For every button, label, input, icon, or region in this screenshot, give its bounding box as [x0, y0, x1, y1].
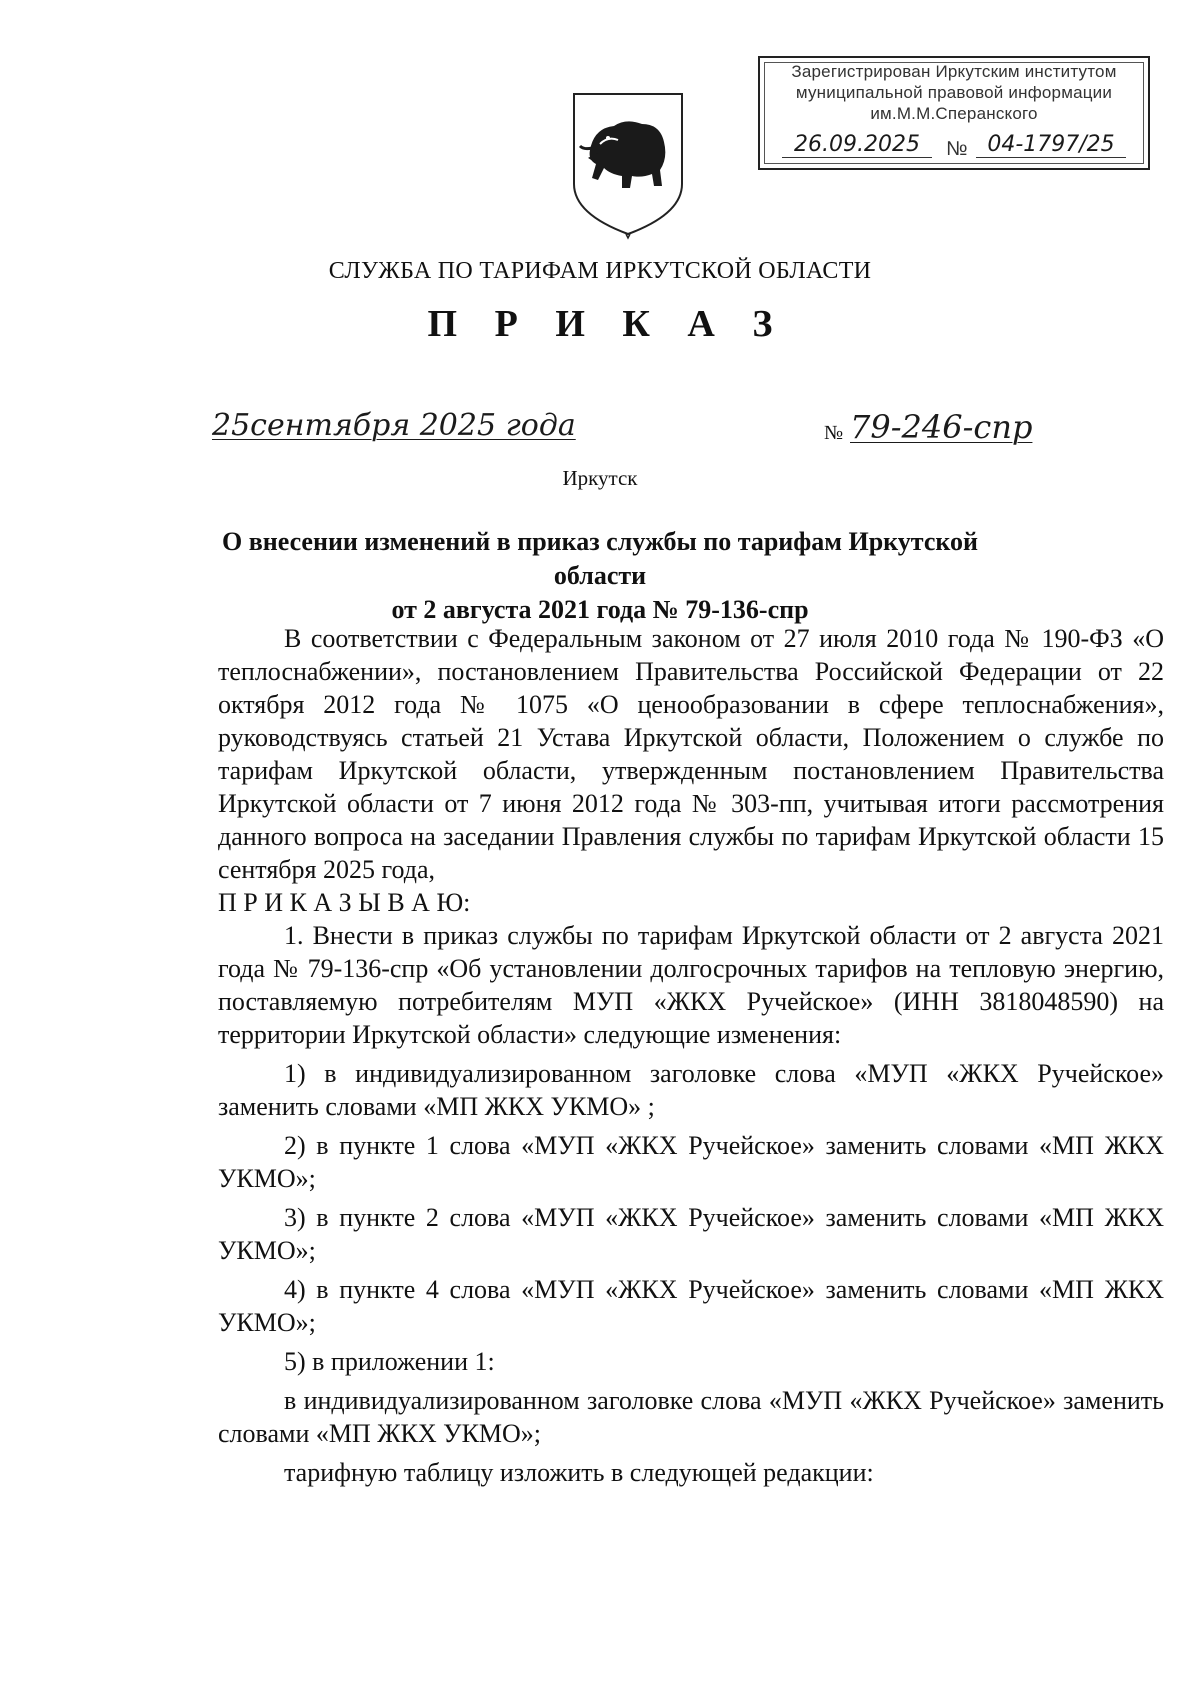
order-date-handwritten: 25сентября 2025 года: [212, 408, 576, 443]
subject-line-2: от 2 августа 2021 года № 79-136-спр: [391, 595, 809, 624]
item-1-paragraph: 1. Внести в приказ службы по тарифам Иркутской области от 2 августа 2021 года № 79-136-спр «Об установлении долгосрочных тарифов на тепловую энергию, поставляемую потребителям МУП «ЖКХ Ручейское» (ИНН 3818048590) на территории Иркутской области» следующие изменения:: [218, 921, 1164, 1049]
subject-line-1: О внесении изменений в приказ службы по тарифам Иркутской области: [221, 527, 979, 590]
stamp-line-3: им.М.М.Сперанского: [870, 104, 1038, 123]
preamble-paragraph: В соответствии с Федеральным законом от 27 июля 2010 года № 190-ФЗ «О теплоснабжении», постановлением Правительства Российской Федерации от 22 октября 2012 года № 1075 «О ценообразовании в сфере теплоснабжения», руководствуясь статьей 21 Устава Иркутской области, Положением о службе по тарифам Иркутской области, утвержденным постановлением Правительства Иркутской области от 7 июня 2012 года № 303-пп, учитывая итоги рассмотрения данного вопроса на заседании Правления службы по тарифам Иркутской области 15 сентября 2025 года,: [218, 624, 1164, 884]
order-number-handwritten: 79-246-спр: [850, 408, 1033, 446]
stamp-registration-number: 04-1797/25: [976, 132, 1126, 158]
subitem-2: 2) в пункте 1 слова «МУП «ЖКХ Ручейское» заменить словами «МП ЖКХ УКМО»;: [218, 1131, 1164, 1193]
stamp-line-1: Зарегистрирован Иркутским институтом: [791, 62, 1117, 81]
order-number-label: №: [824, 422, 844, 444]
subitem-1: 1) в индивидуализированном заголовке слова «МУП «ЖКХ Ручейское» заменить словами «МП ЖКХ УКМО» ;: [218, 1059, 1164, 1121]
document-type-title: П Р И К А З: [427, 303, 787, 345]
stamp-line-2: муниципальной правовой информации: [795, 83, 1113, 102]
registration-stamp: [758, 56, 1150, 170]
coat-of-arms-emblem: [568, 88, 688, 240]
agency-name: СЛУЖБА ПО ТАРИФАМ ИРКУТСКОЙ ОБЛАСТИ: [328, 258, 872, 284]
subitem-5: 5) в приложении 1:: [284, 1347, 495, 1376]
subitem-3: 3) в пункте 2 слова «МУП «ЖКХ Ручейское» заменить словами «МП ЖКХ УКМО»;: [218, 1203, 1164, 1265]
order-body: [218, 622, 1164, 1489]
subitem-5-header-change: в индивидуализированном заголовке слова «МУП «ЖКХ Ручейское» заменить словами «МП ЖКХ УКМО»;: [218, 1386, 1164, 1448]
order-subject-heading: [200, 525, 1000, 627]
subitem-5-table-change: тарифную таблицу изложить в следующей редакции:: [284, 1458, 874, 1487]
subitem-4: 4) в пункте 4 слова «МУП «ЖКХ Ручейское» заменить словами «МП ЖКХ УКМО»;: [218, 1275, 1164, 1337]
city-name: Иркутск: [562, 466, 638, 490]
stamp-registration-date: 26.09.2025: [782, 132, 932, 158]
stamp-number-label: №: [946, 138, 968, 160]
order-word: П Р И К А З Ы В А Ю:: [218, 888, 471, 917]
